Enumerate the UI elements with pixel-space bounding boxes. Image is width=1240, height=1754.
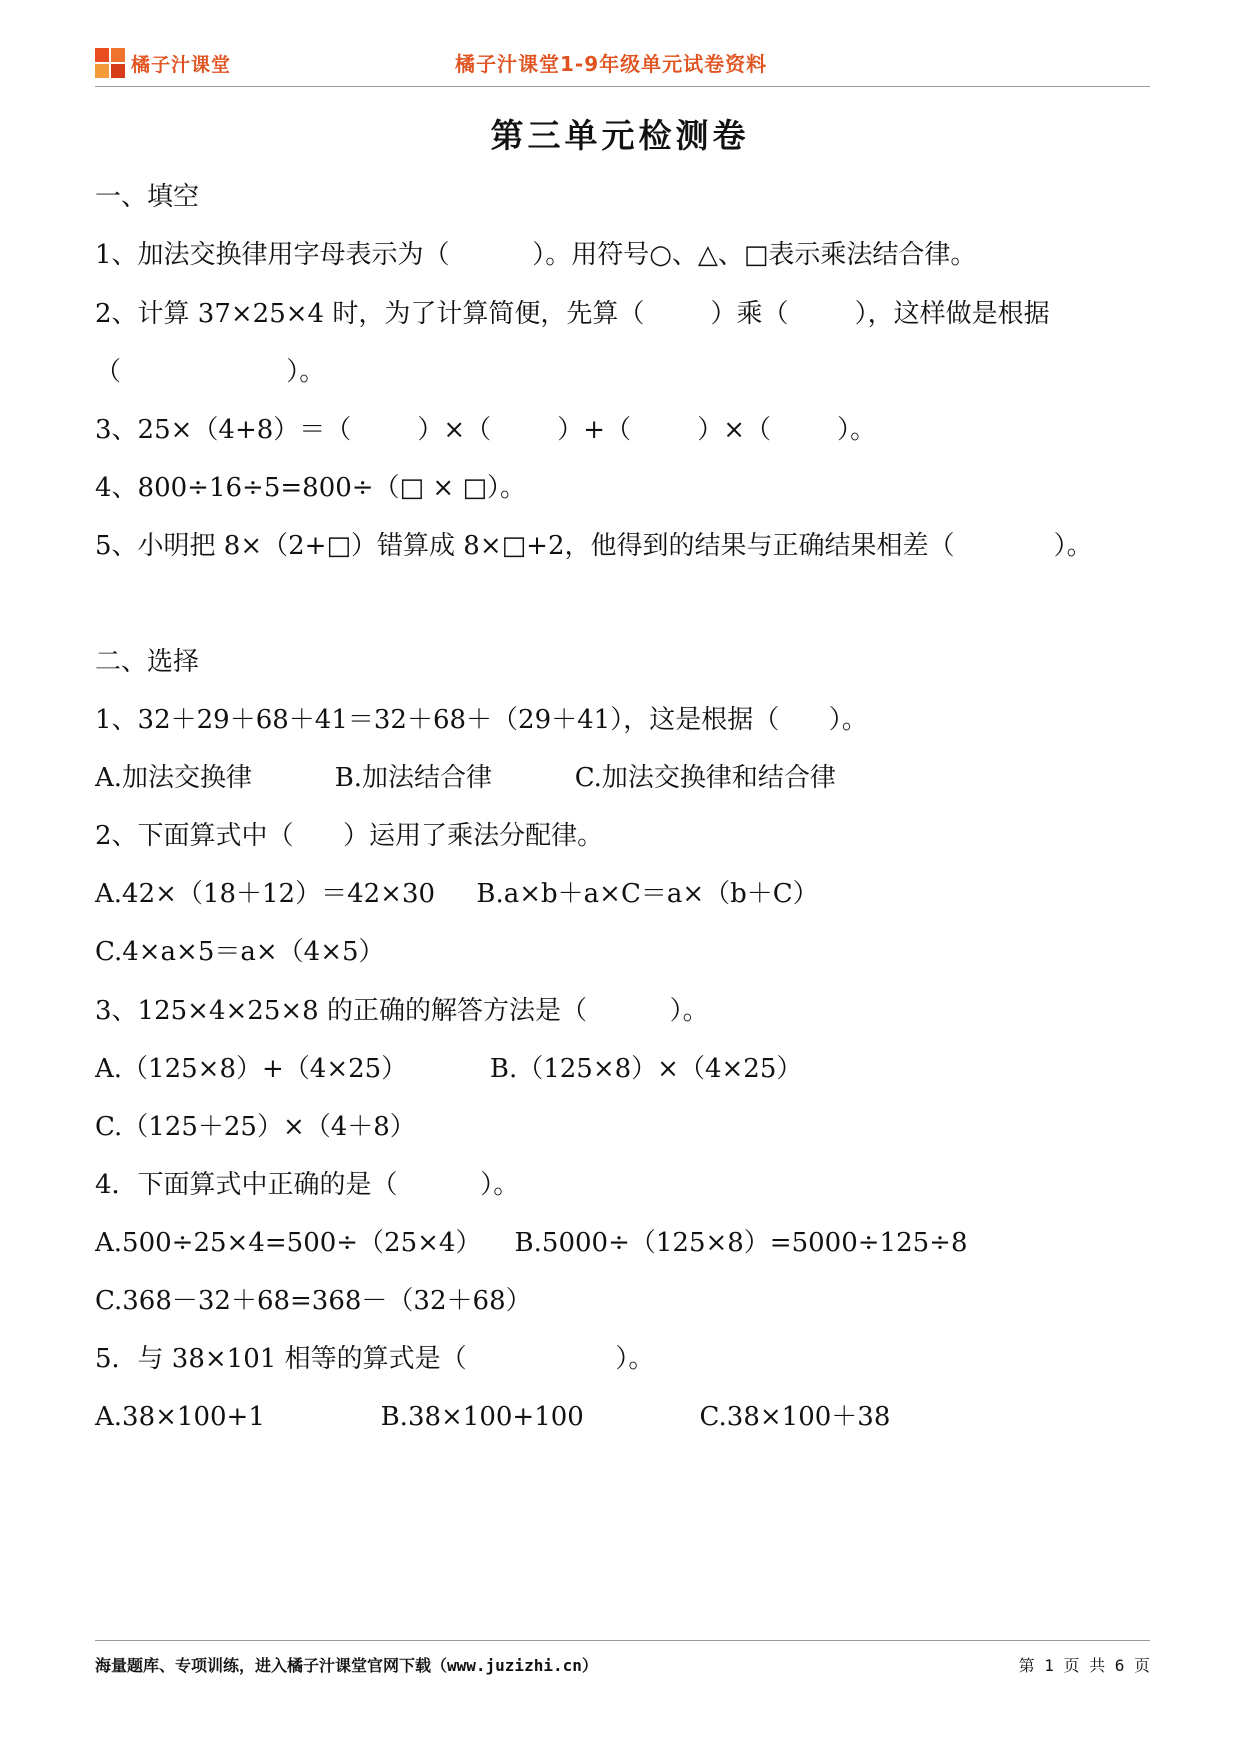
question-2-5-options: A.38×100+1 B.38×100+100 C.38×100＋38	[95, 1402, 891, 1432]
logo-text: 橘子汁课堂	[131, 53, 232, 76]
document-title: 第三单元检测卷	[490, 116, 750, 155]
page-footer	[95, 1640, 1150, 1681]
question-1-5: 5、小明把 8×（2+□）错算成 8×□+2，他得到的结果与正确结果相差（ ）。	[95, 531, 1093, 561]
brand-logo	[95, 45, 231, 81]
question-2-2: 2、下面算式中（ ）运用了乘法分配律。	[95, 821, 604, 851]
page-number: 第 1 页 共 6 页	[1018, 1656, 1150, 1675]
question-1-3: 3、25×（4+8）＝（ ）×（ ）+（ ）×（ ）。	[95, 415, 877, 445]
question-2-1-options: A.加法交换律 B.加法结合律 C.加法交换律和结合律	[95, 763, 836, 793]
page-header	[95, 40, 1150, 87]
question-2-3-options-ab: A.（125×8）+（4×25） B.（125×8）×（4×25）	[95, 1054, 803, 1084]
question-1-4: 4、800÷16÷5=800÷（□ × □）。	[95, 473, 527, 503]
question-2-1: 1、32＋29＋68＋41＝32＋68＋（29＋41），这是根据（ ）。	[95, 705, 868, 735]
question-1-2: 2、计算 37×25×4 时，为了计算简便，先算（ ）乘（ ），这样做是根据	[95, 299, 1050, 329]
logo-icon	[95, 48, 125, 78]
question-2-3-option-c: C.（125＋25）×（4＋8）	[95, 1112, 416, 1142]
section-heading-choice: 二、选择	[95, 647, 200, 677]
question-2-4-options-ab: A.500÷25×4=500÷（25×4） B.5000÷（125×8）=5000÷125÷8	[95, 1228, 968, 1258]
question-1-2-continued: （ ）。	[95, 357, 326, 387]
question-2-4-option-c: C.368－32＋68=368－（32＋68）	[95, 1286, 532, 1316]
question-2-4: 4．下面算式中正确的是（ ）。	[95, 1170, 520, 1200]
section-heading-fill-in: 一、填空	[95, 182, 200, 212]
question-2-3: 3、125×4×25×8 的正确的解答方法是（ ）。	[95, 996, 709, 1026]
question-1-1: 1、加法交换律用字母表示为（ ）。用符号○、△、□表示乘法结合律。	[95, 240, 977, 270]
question-2-2-options-ab: A.42×（18＋12）＝42×30 B.a×b＋a×C＝a×（b＋C）	[95, 879, 819, 909]
question-2-5: 5．与 38×101 相等的算式是（ ）。	[95, 1344, 655, 1374]
footer-site-note: 海量题库、专项训练，进入橘子汁课堂官网下载（www.juzizhi.cn）	[95, 1656, 598, 1675]
question-2-2-option-c: C.4×a×5＝a×（4×5）	[95, 937, 385, 967]
header-title: 橘子汁课堂1-9年级单元试卷资料	[455, 52, 768, 76]
